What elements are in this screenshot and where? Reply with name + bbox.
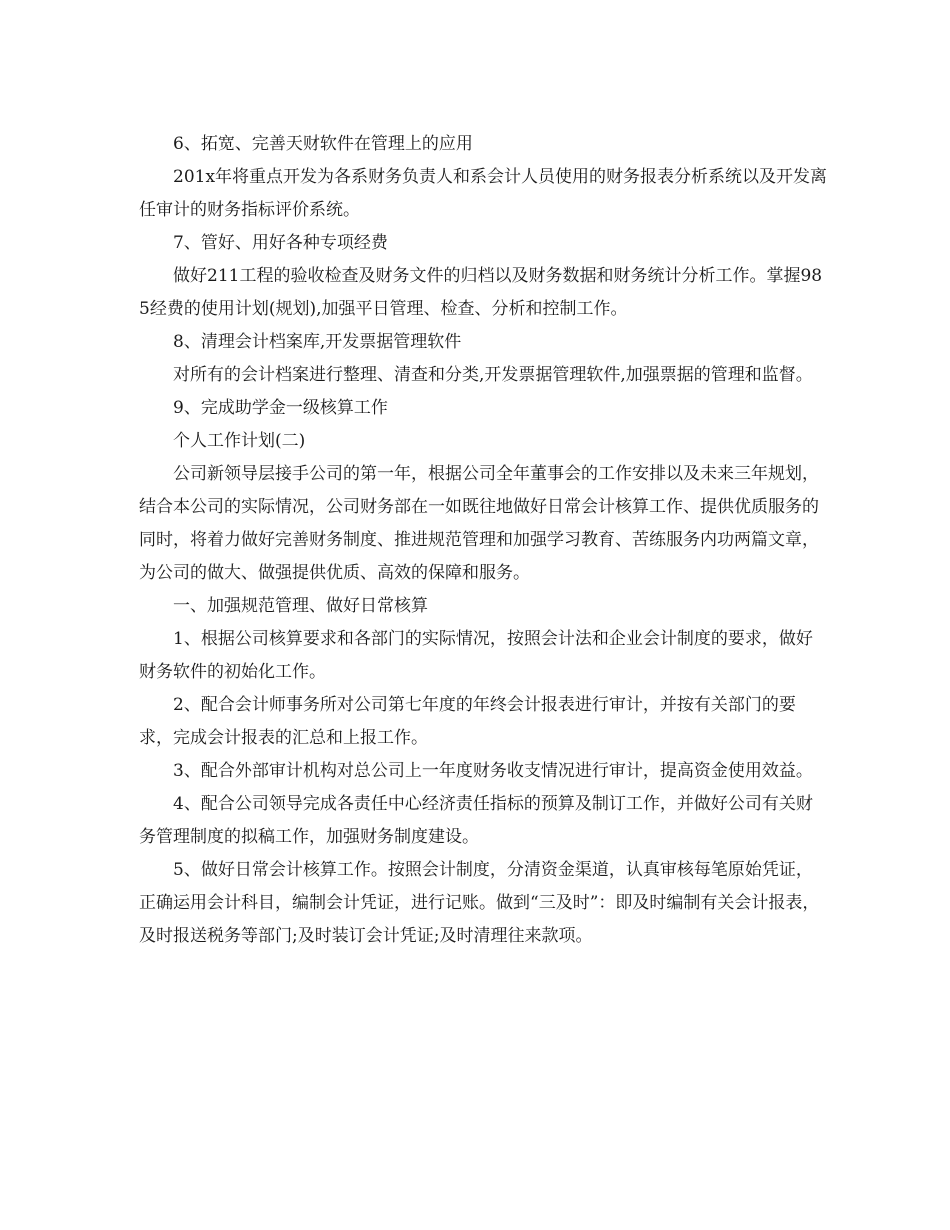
- body-paragraph: 2、配合会计师事务所对公司第七年度的年终会计报表进行审计，并按有关部门的要求，完成会计报表的汇总和上报工作。: [139, 695, 796, 748]
- body-paragraph: 对所有的会计档案进行整理、清查和分类,开发票据管理软件,加强票据的管理和监督。: [173, 365, 813, 385]
- section-heading: 9、完成助学金一级核算工作: [173, 398, 388, 418]
- body-paragraph: 5、做好日常会计核算工作。按照会计制度，分清资金渠道，认真审核每笔原始凭证，正确运用会计科目，编制会计凭证，进行记账。做到“三及时”：即及时编制有关会计报表，及时报送税务等部门;及时装订会计凭证;及时清理往来款项。: [139, 860, 820, 946]
- section-heading: 6、拓宽、完善天财软件在管理上的应用: [173, 134, 473, 154]
- body-paragraph: 做好211工程的验收检查及财务文件的归档以及财务数据和财务统计分析工作。掌握985经费的使用计划(规划),加强平日管理、检查、分析和控制工作。: [139, 266, 823, 319]
- body-paragraph: 3、配合外部审计机构对总公司上一年度财务收支情况进行审计，提高资金使用效益。: [173, 761, 813, 781]
- section-heading: 一、加强规范管理、做好日常核算: [173, 596, 428, 616]
- document-body: [139, 128, 829, 953]
- body-paragraph: 公司新领导层接手公司的第一年，根据公司全年董事会的工作安排以及未来三年规划，结合本公司的实际情况，公司财务部在一如既往地做好日常会计核算工作、提供优质服务的同时，将着力做好完善财务制度、推进规范管理和加强学习教育、苦练服务内功两篇文章，为公司的做大、做强提供优质、高效的保障和服务。: [139, 464, 819, 583]
- section-heading: 7、管好、用好各种专项经费: [173, 233, 388, 253]
- body-paragraph: 1、根据公司核算要求和各部门的实际情况，按照会计法和企业会计制度的要求，做好财务软件的初始化工作。: [139, 629, 813, 682]
- body-paragraph: 201x年将重点开发为各系财务负责人和系会计人员使用的财务报表分析系统以及开发离任审计的财务指标评价系统。: [139, 167, 828, 220]
- body-paragraph: 4、配合公司领导完成各责任中心经济责任指标的预算及制订工作，并做好公司有关财务管理制度的拟稿工作，加强财务制度建设。: [139, 794, 813, 847]
- document-subtitle: 个人工作计划(二): [173, 431, 306, 451]
- section-heading: 8、清理会计档案库,开发票据管理软件: [173, 332, 462, 352]
